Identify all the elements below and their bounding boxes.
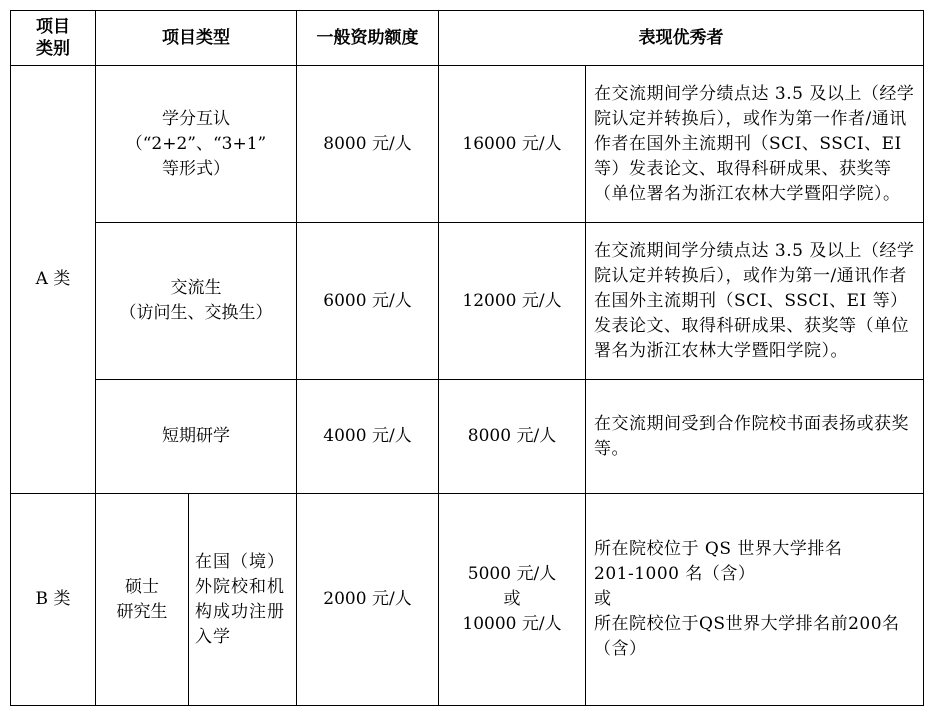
general-amount-cell: 8000 元/人 bbox=[297, 66, 439, 223]
type-cell: 交流生 （访问生、交换生） bbox=[96, 223, 297, 380]
header-excellent: 表现优秀者 bbox=[439, 11, 924, 66]
excellent-desc-cell: 在交流期间学分绩点达 3.5 及以上（经学院认定并转换后），或作为第一/通讯作者在国外主流期刊（SCI、SSCI、EI 等）发表论文、取得科研成果、获奖等（单位署名为浙江农林大学暨阳学院）。 bbox=[586, 223, 924, 380]
excellent-amount-cell: 8000 元/人 bbox=[439, 380, 586, 494]
type-cell: 学分互认 （“2+2”、“3+1” 等形式） bbox=[96, 66, 297, 223]
table-row bbox=[11, 494, 924, 706]
table-row bbox=[11, 66, 924, 223]
excellent-amount-cell: 5000 元/人 或 10000 元/人 bbox=[439, 494, 586, 706]
excellent-desc-cell: 在交流期间学分绩点达 3.5 及以上（经学院认定并转换后），或作为第一作者/通讯作者在国外主流期刊（SCI、SSCI、EI 等）发表论文、取得科研成果、获奖等（单位署名为浙江农林大学暨阳学院）。 bbox=[586, 66, 924, 223]
type-cell: 短期研学 bbox=[96, 380, 297, 494]
excellent-amount-cell: 12000 元/人 bbox=[439, 223, 586, 380]
table-row bbox=[11, 380, 924, 494]
general-amount-cell: 6000 元/人 bbox=[297, 223, 439, 380]
subtype-cell: 在国（境）外院校和机构成功注册入学 bbox=[189, 494, 297, 706]
category-b-cell: B 类 bbox=[11, 494, 96, 706]
table-row bbox=[11, 223, 924, 380]
header-row bbox=[11, 11, 924, 66]
excellent-desc-cell: 所在院校位于 QS 世界大学排名 201-1000 名（含） 或 所在院校位于QS世界大学排名前200名（含） bbox=[586, 494, 924, 706]
header-category: 项目 类别 bbox=[11, 11, 96, 66]
header-type: 项目类型 bbox=[96, 11, 297, 66]
category-a-cell: A 类 bbox=[11, 66, 96, 494]
type-cell: 硕士 研究生 bbox=[96, 494, 189, 706]
funding-table bbox=[10, 10, 924, 706]
excellent-desc-cell: 在交流期间受到合作院校书面表扬或获奖等。 bbox=[586, 380, 924, 494]
excellent-amount-cell: 16000 元/人 bbox=[439, 66, 586, 223]
general-amount-cell: 2000 元/人 bbox=[297, 494, 439, 706]
header-general: 一般资助额度 bbox=[297, 11, 439, 66]
general-amount-cell: 4000 元/人 bbox=[297, 380, 439, 494]
